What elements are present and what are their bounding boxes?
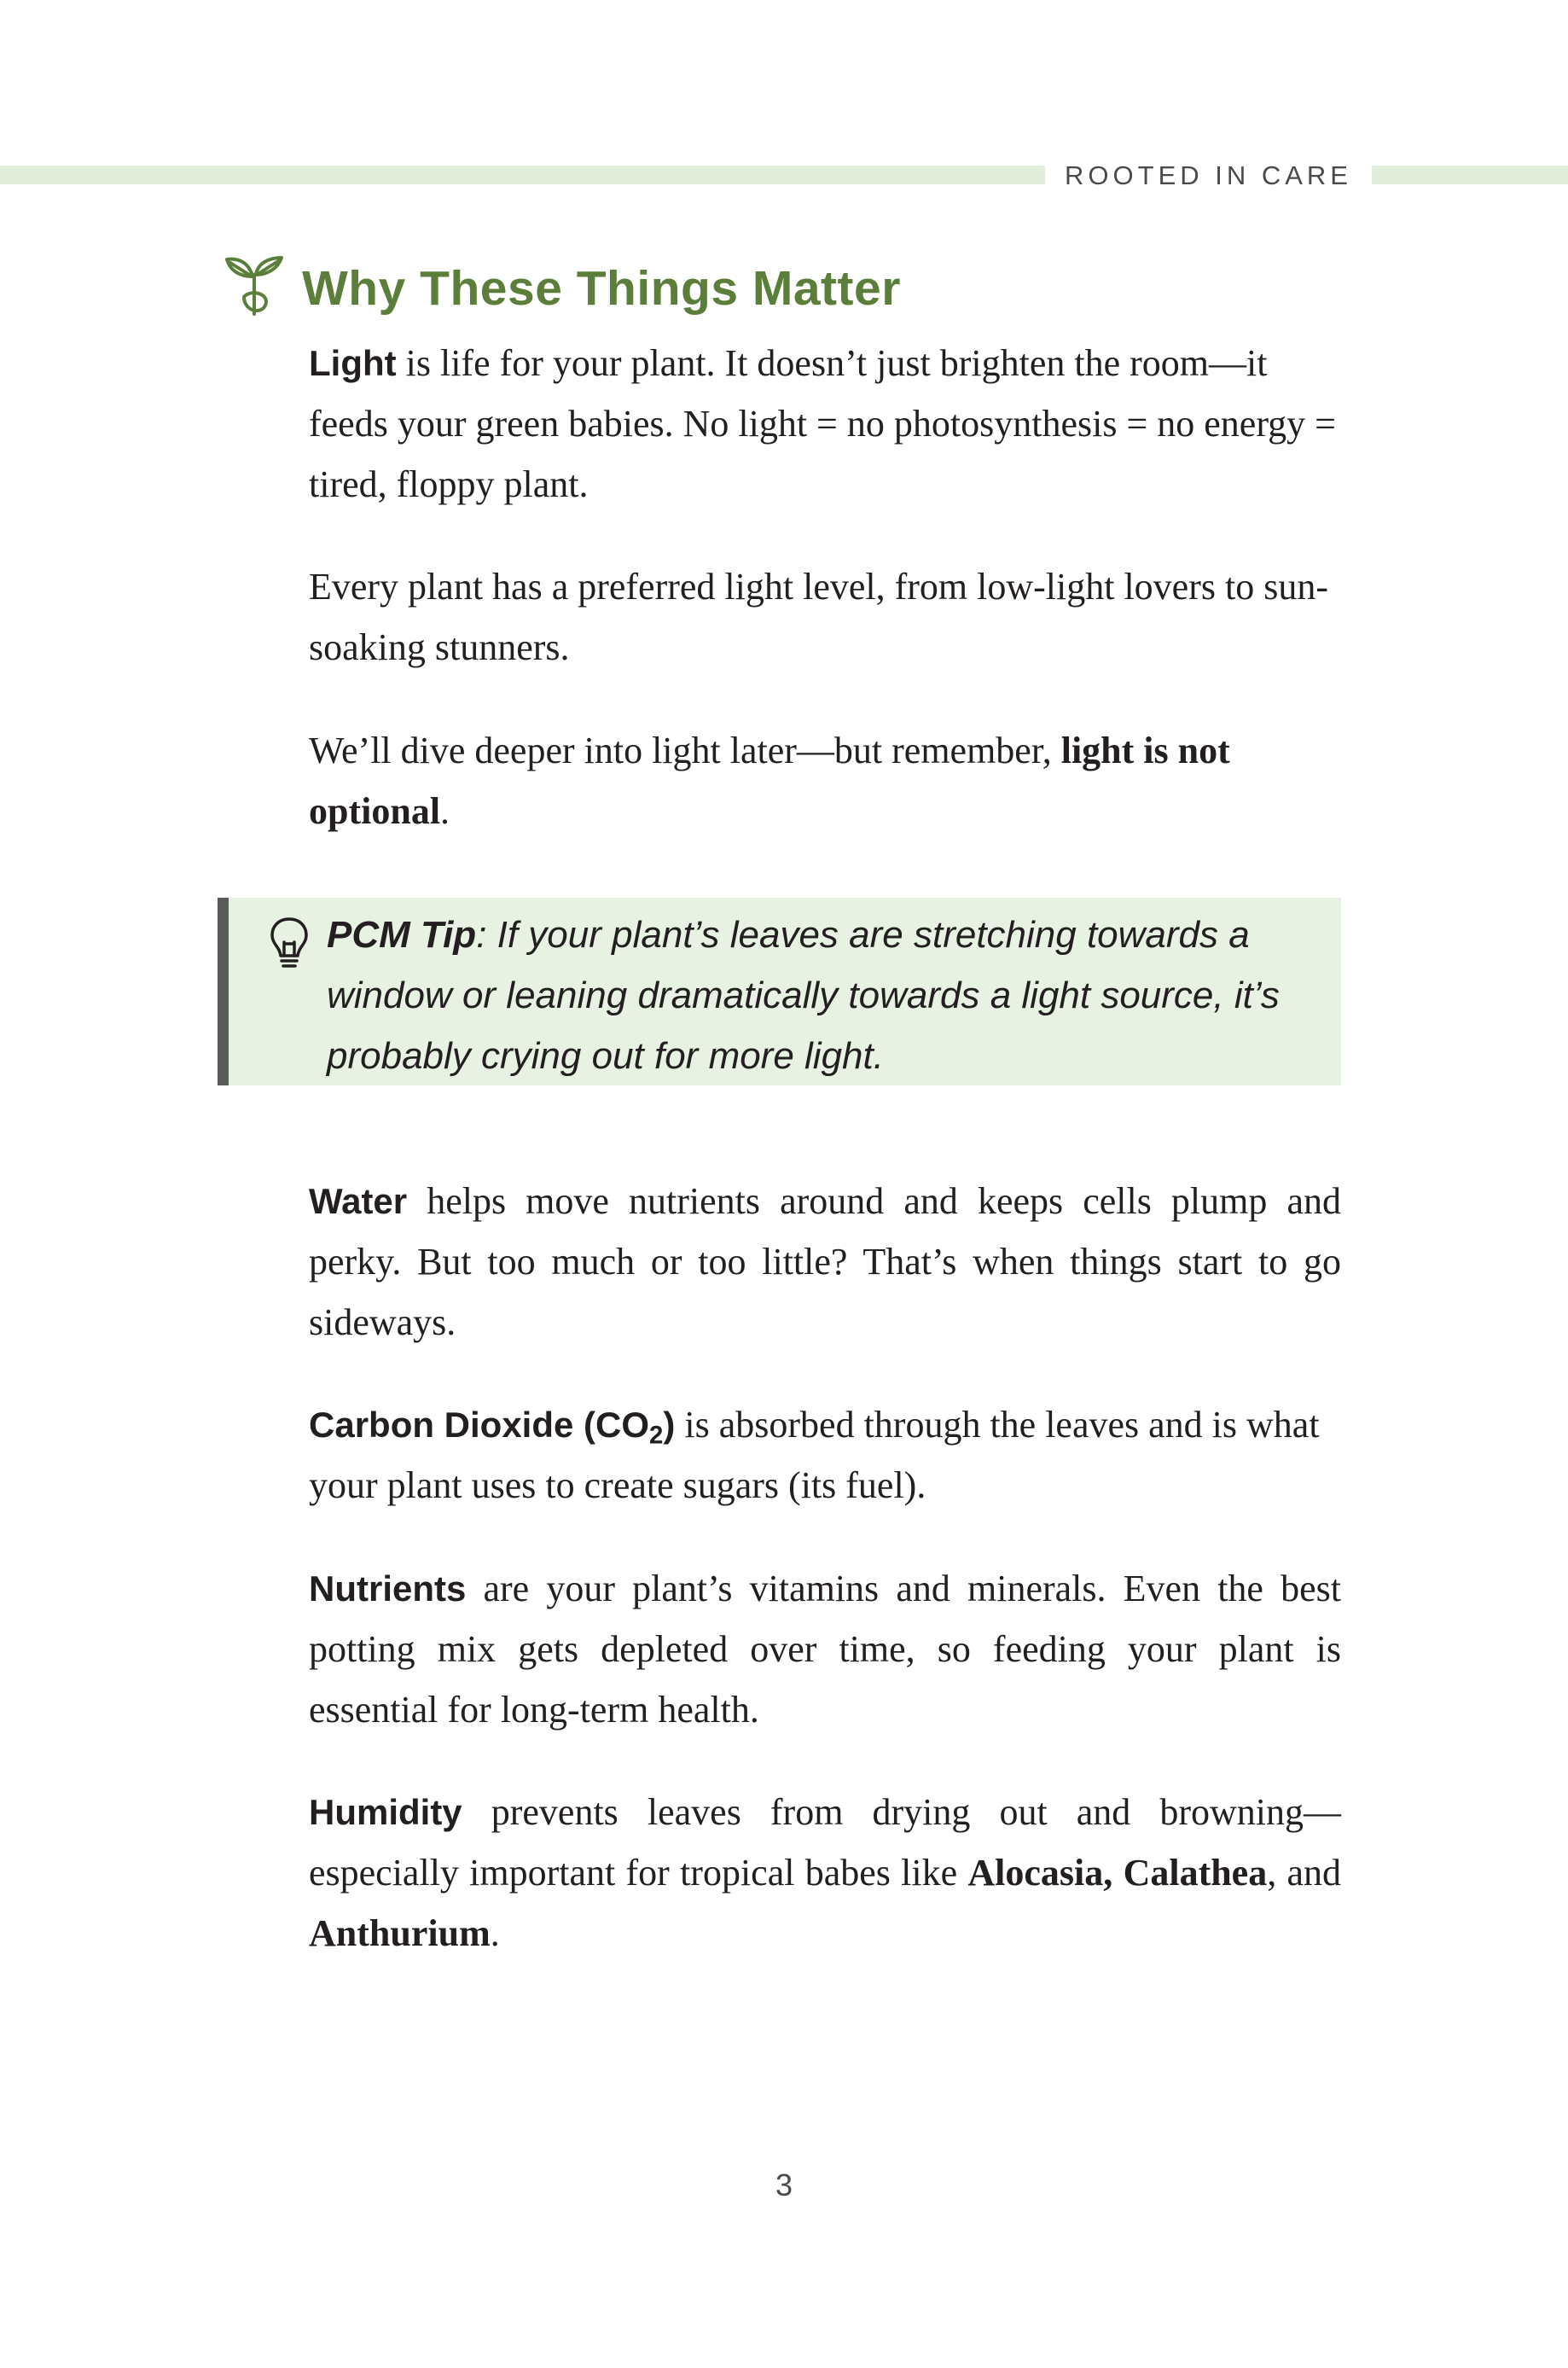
tip-body: : If your plant’s leaves are stretching towards a window or leaning dramatically towards a light source, it’s probably crying out for more light. [327, 914, 1280, 1077]
light-level-text: Every plant has a preferred light level, from low-light lovers to sun-soaking stunners. [309, 566, 1328, 668]
humidity-text: prevents leaves from drying out and browning—especially important for tropical babes like [309, 1791, 1341, 1894]
term-water: Water [309, 1181, 408, 1221]
paragraph-co2 [309, 1394, 1341, 1516]
page-number: 3 [775, 2167, 793, 2202]
paragraph-humidity [309, 1782, 1341, 1964]
water-text: helps move nutrients around and keeps cells plump and perky. But too much or too little? That’s when things start to go sideways. [309, 1180, 1341, 1343]
sprout-icon [224, 254, 285, 323]
section-title: Why These Things Matter [302, 261, 901, 316]
light-text: is life for your plant. It doesn’t just brighten the room—it feeds your green babies. No light = no photosynthesis = no energy = tired, floppy plant. [309, 342, 1336, 505]
term-nutrients: Nutrients [309, 1568, 467, 1609]
section-heading [224, 253, 901, 324]
humidity-sep2: , and [1267, 1852, 1342, 1894]
humidity-end: . [490, 1912, 500, 1954]
plant-anthurium: Anthurium [309, 1912, 491, 1954]
plant-calathea: Calathea [1123, 1852, 1268, 1894]
term-co2-close: ) [663, 1405, 676, 1445]
header-rule-left [0, 166, 1045, 184]
header-rule-right [1372, 166, 1568, 184]
lightbulb-icon [270, 916, 309, 971]
running-head: ROOTED IN CARE [1065, 160, 1352, 190]
nutrients-text: are your plant’s vitamins and minerals. Even the best potting mix gets depleted over time, so feeding your plant is essential for long-term health. [309, 1568, 1341, 1731]
paragraph-light-level [309, 556, 1341, 678]
co2-text: is absorbed through the leaves and is what your plant uses to create sugars (its fuel). [309, 1404, 1320, 1506]
humidity-sep1 [1112, 1852, 1123, 1894]
term-co2-text: Carbon Dioxide (CO [309, 1405, 650, 1445]
term-light: Light [309, 343, 397, 383]
term-humidity: Humidity [309, 1792, 462, 1832]
term-co2 [309, 1405, 676, 1450]
tip-text [327, 905, 1338, 1086]
paragraph-water [309, 1171, 1341, 1353]
light-later-text: We’ll dive deeper into light later—but remember, [309, 730, 1061, 771]
tip-label: PCM Tip [327, 914, 477, 956]
co2-subscript: 2 [649, 1421, 664, 1450]
tip-callout [218, 898, 1341, 1085]
paragraph-light-later [309, 720, 1341, 841]
paragraph-nutrients [309, 1558, 1341, 1740]
paragraph-light [309, 333, 1341, 515]
light-later-end: . [440, 790, 450, 832]
light-not-optional: light is not optional [309, 730, 1230, 832]
plant-alocasia: Alocasia, [967, 1852, 1113, 1894]
